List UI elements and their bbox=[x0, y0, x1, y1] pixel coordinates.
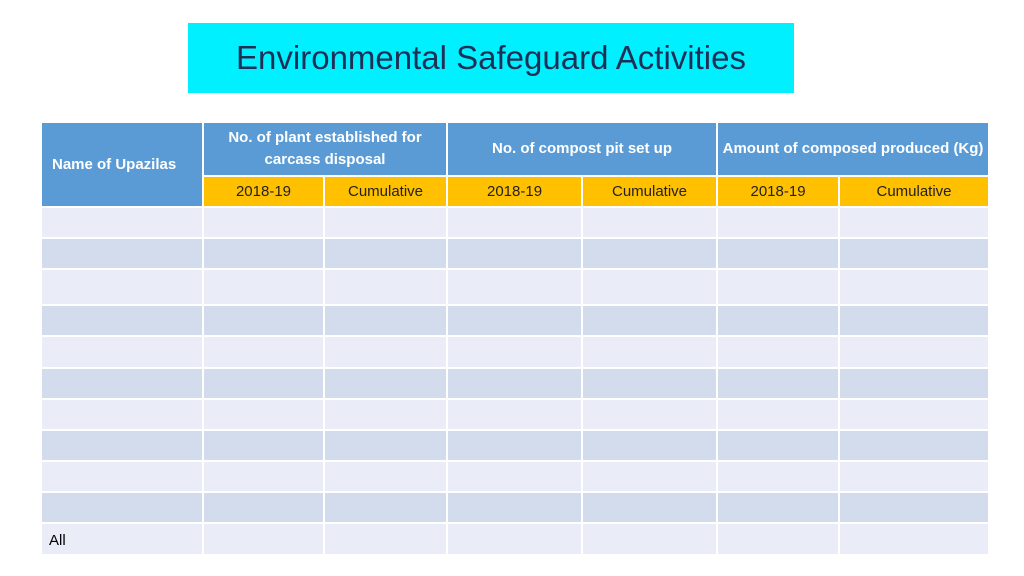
table-cell bbox=[717, 399, 839, 430]
table-cell bbox=[447, 305, 582, 336]
table-cell bbox=[203, 368, 324, 399]
table-cell bbox=[324, 461, 447, 492]
header-group-compost-pit: No. of compost pit set up bbox=[447, 122, 717, 176]
table-cell bbox=[582, 238, 717, 269]
subheader-plant-cumulative: Cumulative bbox=[324, 176, 447, 207]
table-cell bbox=[717, 269, 839, 305]
table-cell bbox=[324, 207, 447, 238]
table-cell bbox=[582, 269, 717, 305]
table-cell bbox=[41, 305, 203, 336]
table-cell bbox=[41, 430, 203, 461]
subheader-produced-2018-19: 2018-19 bbox=[717, 176, 839, 207]
table-cell bbox=[203, 492, 324, 523]
table-cell bbox=[717, 430, 839, 461]
table-cell bbox=[447, 430, 582, 461]
table-cell bbox=[839, 305, 989, 336]
table-cell bbox=[582, 399, 717, 430]
subheader-plant-2018-19: 2018-19 bbox=[203, 176, 324, 207]
table-cell bbox=[717, 492, 839, 523]
table-cell bbox=[839, 461, 989, 492]
table-cell bbox=[41, 269, 203, 305]
header-group-plant: No. of plant established for carcass disposal bbox=[203, 122, 447, 176]
total-row-label: All bbox=[41, 523, 203, 555]
table-cell bbox=[582, 336, 717, 368]
table-row bbox=[41, 336, 989, 368]
table-cell bbox=[324, 399, 447, 430]
table-cell bbox=[717, 523, 839, 555]
table-cell bbox=[447, 269, 582, 305]
table-cell bbox=[582, 492, 717, 523]
header-group-compost-produced: Amount of composed produced (Kg) bbox=[717, 122, 989, 176]
table-cell bbox=[324, 492, 447, 523]
table-cell bbox=[447, 399, 582, 430]
table-cell bbox=[447, 461, 582, 492]
table-cell bbox=[717, 207, 839, 238]
table-cell bbox=[447, 336, 582, 368]
table-cell bbox=[447, 492, 582, 523]
table-cell bbox=[839, 399, 989, 430]
table-cell bbox=[447, 238, 582, 269]
table-cell bbox=[203, 399, 324, 430]
table-row bbox=[41, 399, 989, 430]
table-cell bbox=[41, 336, 203, 368]
table-cell bbox=[203, 523, 324, 555]
table-cell bbox=[41, 238, 203, 269]
table-cell bbox=[203, 336, 324, 368]
table-cell bbox=[324, 305, 447, 336]
slide-title: Environmental Safeguard Activities bbox=[236, 39, 746, 76]
table-body bbox=[41, 207, 989, 555]
table-cell bbox=[41, 207, 203, 238]
table-cell bbox=[203, 461, 324, 492]
table-cell bbox=[203, 207, 324, 238]
table-cell bbox=[582, 368, 717, 399]
table-row bbox=[41, 207, 989, 238]
subheader-produced-cumulative: Cumulative bbox=[839, 176, 989, 207]
slide-title-box bbox=[188, 23, 794, 93]
table-cell bbox=[582, 207, 717, 238]
table-cell bbox=[41, 399, 203, 430]
table-cell bbox=[717, 368, 839, 399]
table-row bbox=[41, 269, 989, 305]
table-cell bbox=[203, 305, 324, 336]
table-cell bbox=[41, 492, 203, 523]
table-cell bbox=[717, 238, 839, 269]
table-cell bbox=[582, 523, 717, 555]
table-cell bbox=[41, 461, 203, 492]
table-cell bbox=[839, 238, 989, 269]
table-cell bbox=[582, 430, 717, 461]
table-cell bbox=[324, 238, 447, 269]
table-cell bbox=[447, 207, 582, 238]
table-row bbox=[41, 461, 989, 492]
table-cell bbox=[582, 305, 717, 336]
table-cell bbox=[324, 269, 447, 305]
subheader-pit-2018-19: 2018-19 bbox=[447, 176, 582, 207]
safeguard-table bbox=[40, 121, 990, 556]
table-cell bbox=[839, 269, 989, 305]
table-cell bbox=[41, 368, 203, 399]
table-cell bbox=[839, 430, 989, 461]
table-row bbox=[41, 305, 989, 336]
table-cell bbox=[203, 238, 324, 269]
table-cell bbox=[203, 269, 324, 305]
table-row bbox=[41, 492, 989, 523]
table-cell bbox=[203, 430, 324, 461]
table-cell bbox=[447, 523, 582, 555]
table-cell bbox=[839, 523, 989, 555]
table-row bbox=[41, 430, 989, 461]
table-row bbox=[41, 238, 989, 269]
table-cell bbox=[324, 523, 447, 555]
table-row-total bbox=[41, 523, 989, 555]
subheader-pit-cumulative: Cumulative bbox=[582, 176, 717, 207]
header-name-of-upazilas: Name of Upazilas bbox=[41, 122, 203, 207]
table-cell bbox=[839, 207, 989, 238]
table-cell bbox=[717, 305, 839, 336]
table-cell bbox=[447, 368, 582, 399]
table-cell bbox=[324, 336, 447, 368]
table-cell bbox=[324, 430, 447, 461]
table-row bbox=[41, 368, 989, 399]
table-cell bbox=[839, 492, 989, 523]
table-cell bbox=[324, 368, 447, 399]
table-cell bbox=[717, 336, 839, 368]
table-cell bbox=[839, 368, 989, 399]
table-cell bbox=[839, 336, 989, 368]
table-cell bbox=[717, 461, 839, 492]
table-cell bbox=[582, 461, 717, 492]
